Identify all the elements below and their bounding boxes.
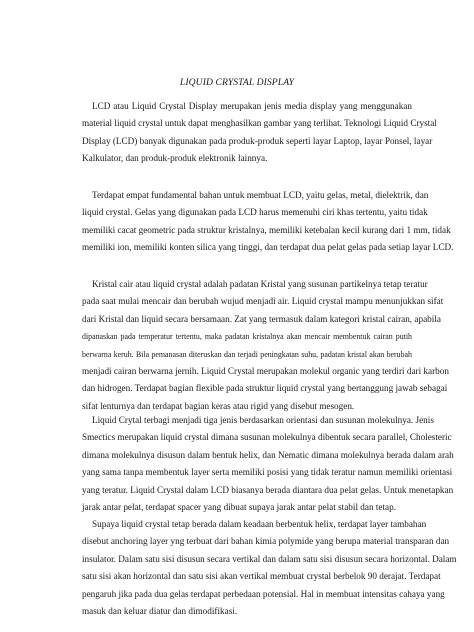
paragraph-line: memiliki cacat geometric pada struktur kristalnya, memiliki ketebalan kecil kurang dari 1 mm, tidak (82, 224, 451, 235)
paragraph-line: menjadi cairan berwarna jernih. Liquid Crystal merupakan molekul organic yang terdiri dari karbon (82, 366, 449, 377)
paragraph-line: liquid crystal. Gelas yang digunakan pada LCD harus memenuhi ciri khas tertentu, yaitu tidak (82, 207, 428, 218)
paragraph-line: sifat lenturnya dan terdapat bagian keras atau rigid yang disebut mesogen. (82, 400, 355, 411)
paragraph-line: insulator. Dalam satu sisi disusun secara vertikal dan dalam satu sisi disusun secara horizontal. Dalam (82, 553, 457, 564)
paragraph-2 (82, 187, 454, 257)
paragraph-line: jarak antar pelat, terdapat spacer yang dibuat supaya jarak antar pelat stabil dan tetap. (82, 502, 397, 513)
paragraph-line: Liquid Crytal terbagi menjadi tiga jenis berdasarkan orientasi dan susunan molekulnya. Jenis (92, 415, 434, 425)
paragraph-line: Smectics merupakan liquid crystal dimana susunan molekulnya dibentuk secara parallel, Cholesteric (82, 432, 452, 443)
paragraph-line: dipanaskan pada temperatur tertentu, maka padatan kristalnya akan mencair membentuk cairan putih (82, 332, 412, 342)
document-title: LIQUID CRYSTAL DISPLAY (179, 77, 295, 88)
paragraph-1 (82, 98, 437, 168)
paragraph-line: satu sisi akan horizontal dan satu sisi akan vertikal membuat crystal berbelok 90 derajat. Terdapat (82, 571, 441, 582)
paragraph-line: LCD atau Liquid Crystal Display merupakan jenis media display yang menggunakan (92, 101, 412, 111)
paragraph-line: dan hidrogen. Terdapat bagian flexible pada struktur liquid crystal yang bertanggung jawab sebagai (82, 383, 448, 394)
paragraph-line: memiliki ion, memiliki konten silica yang tinggi, dan terdapat dua pelat gelas pada setiap layar LCD. (82, 242, 454, 253)
paragraph-line: Terdapat empat fundamental bahan untuk membuat LCD, yaitu gelas, metal, dielektrik, dan (92, 190, 429, 200)
paragraph-line: material liquid crystal untuk dapat menghasilkan gambar yang terlihat. Teknologi Liquid Crystal (82, 118, 437, 129)
paragraph-line: dari Kristal dan liquid secara bersamaan. Zat yang termasuk dalam kategori kristal cairan, apabila (82, 313, 441, 324)
paragraph-5 (82, 516, 457, 620)
paragraph-line: dimana molekulnya disusun dalam bentuk helix, dan Nematic dimana molekulnya berada dalam arah (82, 449, 454, 460)
paragraph-line: masuk dan keluar diatur dan dimodifikasi. (82, 606, 238, 617)
paragraph-line: disebut anchoring layer yng terbuat dari bahan kimia polymide yang berupa material transparan dan (82, 536, 450, 547)
paragraph-line: pada saat mulai mencair dan berubah wujud menjadi air. Liquid crystal mampu menunjukkan sifat (82, 296, 444, 307)
paragraph-line: Kristal cair atau liquid crystal adalah padatan Kristal yang susunan partikelnya tetap teratur (92, 279, 428, 289)
paragraph-line: pengaruh jika pada dua gelas terdapat perbedaan potensial. Hal in membuat intensitas cahaya yang (82, 588, 445, 599)
paragraph-line: Supaya liquid crystal tetap berada dalam keadaan berbentuk helix, terdapat layer tambahan (92, 519, 427, 529)
paragraph-line: Display (LCD) banyak digunakan pada produk-produk seperti layar Laptop, layar Ponsel, layar (82, 135, 433, 146)
paragraph-3 (82, 276, 449, 415)
paragraph-line: berwarna keruh. Bila pemanasan diteruskan dan terjadi peningkatan suhu, padatan kristal akan berubah (82, 349, 412, 359)
paragraph-4 (82, 412, 454, 516)
paragraph-line: Kalkulator, dan produk-produk elektronik lainnya. (82, 153, 268, 164)
paragraph-line: yang sama tanpa membentuk layer serta memiliki posisi yang tidak teratur namun memiliki orientasi (82, 467, 453, 478)
paragraph-line: yang teratur. Liquid Crystal dalam LCD biasanya berada diantara dua pelat gelas. Untuk menetapkan (82, 484, 454, 495)
